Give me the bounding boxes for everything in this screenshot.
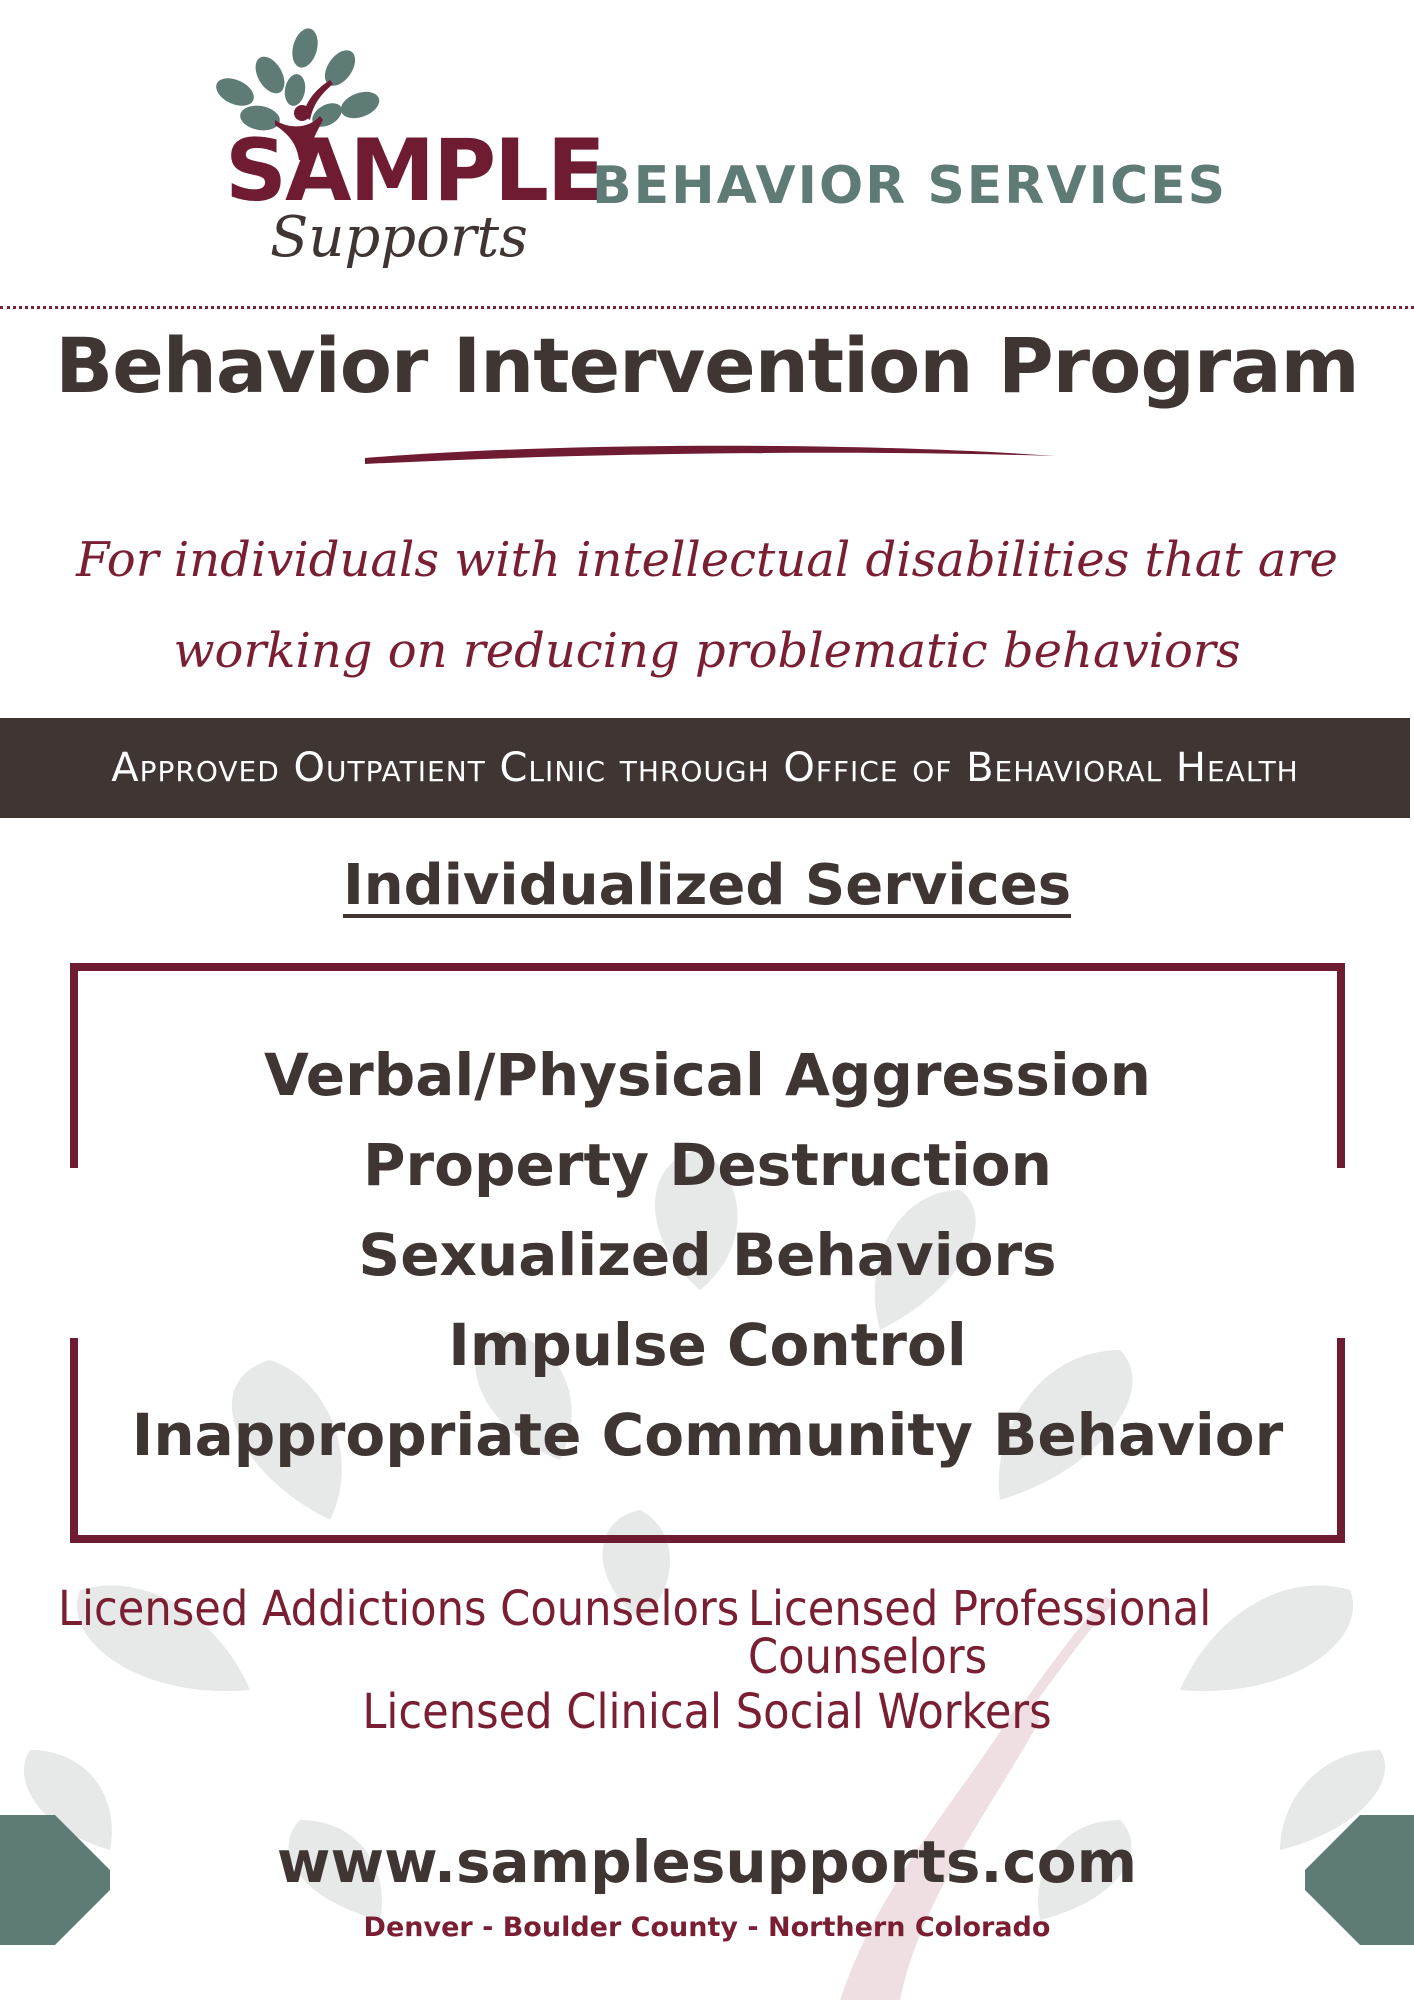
- service-item: Property Destruction: [363, 1131, 1052, 1199]
- service-item: Impulse Control: [448, 1311, 967, 1379]
- logo-subtitle: Supports: [270, 205, 528, 270]
- services-heading: Individualized Services: [342, 853, 1072, 918]
- credential-addictions: Licensed Addictions Counselors: [58, 1581, 740, 1637]
- intro-text: For individuals with intellectual disabilities that are working on reducing problematic behaviors: [76, 532, 1338, 680]
- credential-social-workers: Licensed Clinical Social Workers: [362, 1684, 1052, 1740]
- page-title: Behavior Intervention Program: [55, 321, 1359, 410]
- header-tagline: BEHAVIOR SERVICES: [592, 156, 1228, 216]
- title-underline-swoosh: [360, 440, 1060, 470]
- logo-wordmark: SAMPLE: [225, 121, 604, 221]
- service-item: Inappropriate Community Behavior: [131, 1401, 1284, 1469]
- website-link[interactable]: www.samplesupports.com: [276, 1828, 1138, 1896]
- approval-banner: Approved Outpatient Clinic through Office of Behavioral Health: [0, 718, 1410, 818]
- service-locations: Denver - Boulder County - Northern Colorado: [363, 1912, 1051, 1943]
- service-item: Sexualized Behaviors: [358, 1221, 1057, 1289]
- services-list: [70, 1030, 1345, 1480]
- credential-professional: Licensed Professional Counselors: [748, 1581, 1212, 1685]
- service-item: Verbal/Physical Aggression: [264, 1041, 1151, 1109]
- dotted-divider: [0, 306, 1414, 309]
